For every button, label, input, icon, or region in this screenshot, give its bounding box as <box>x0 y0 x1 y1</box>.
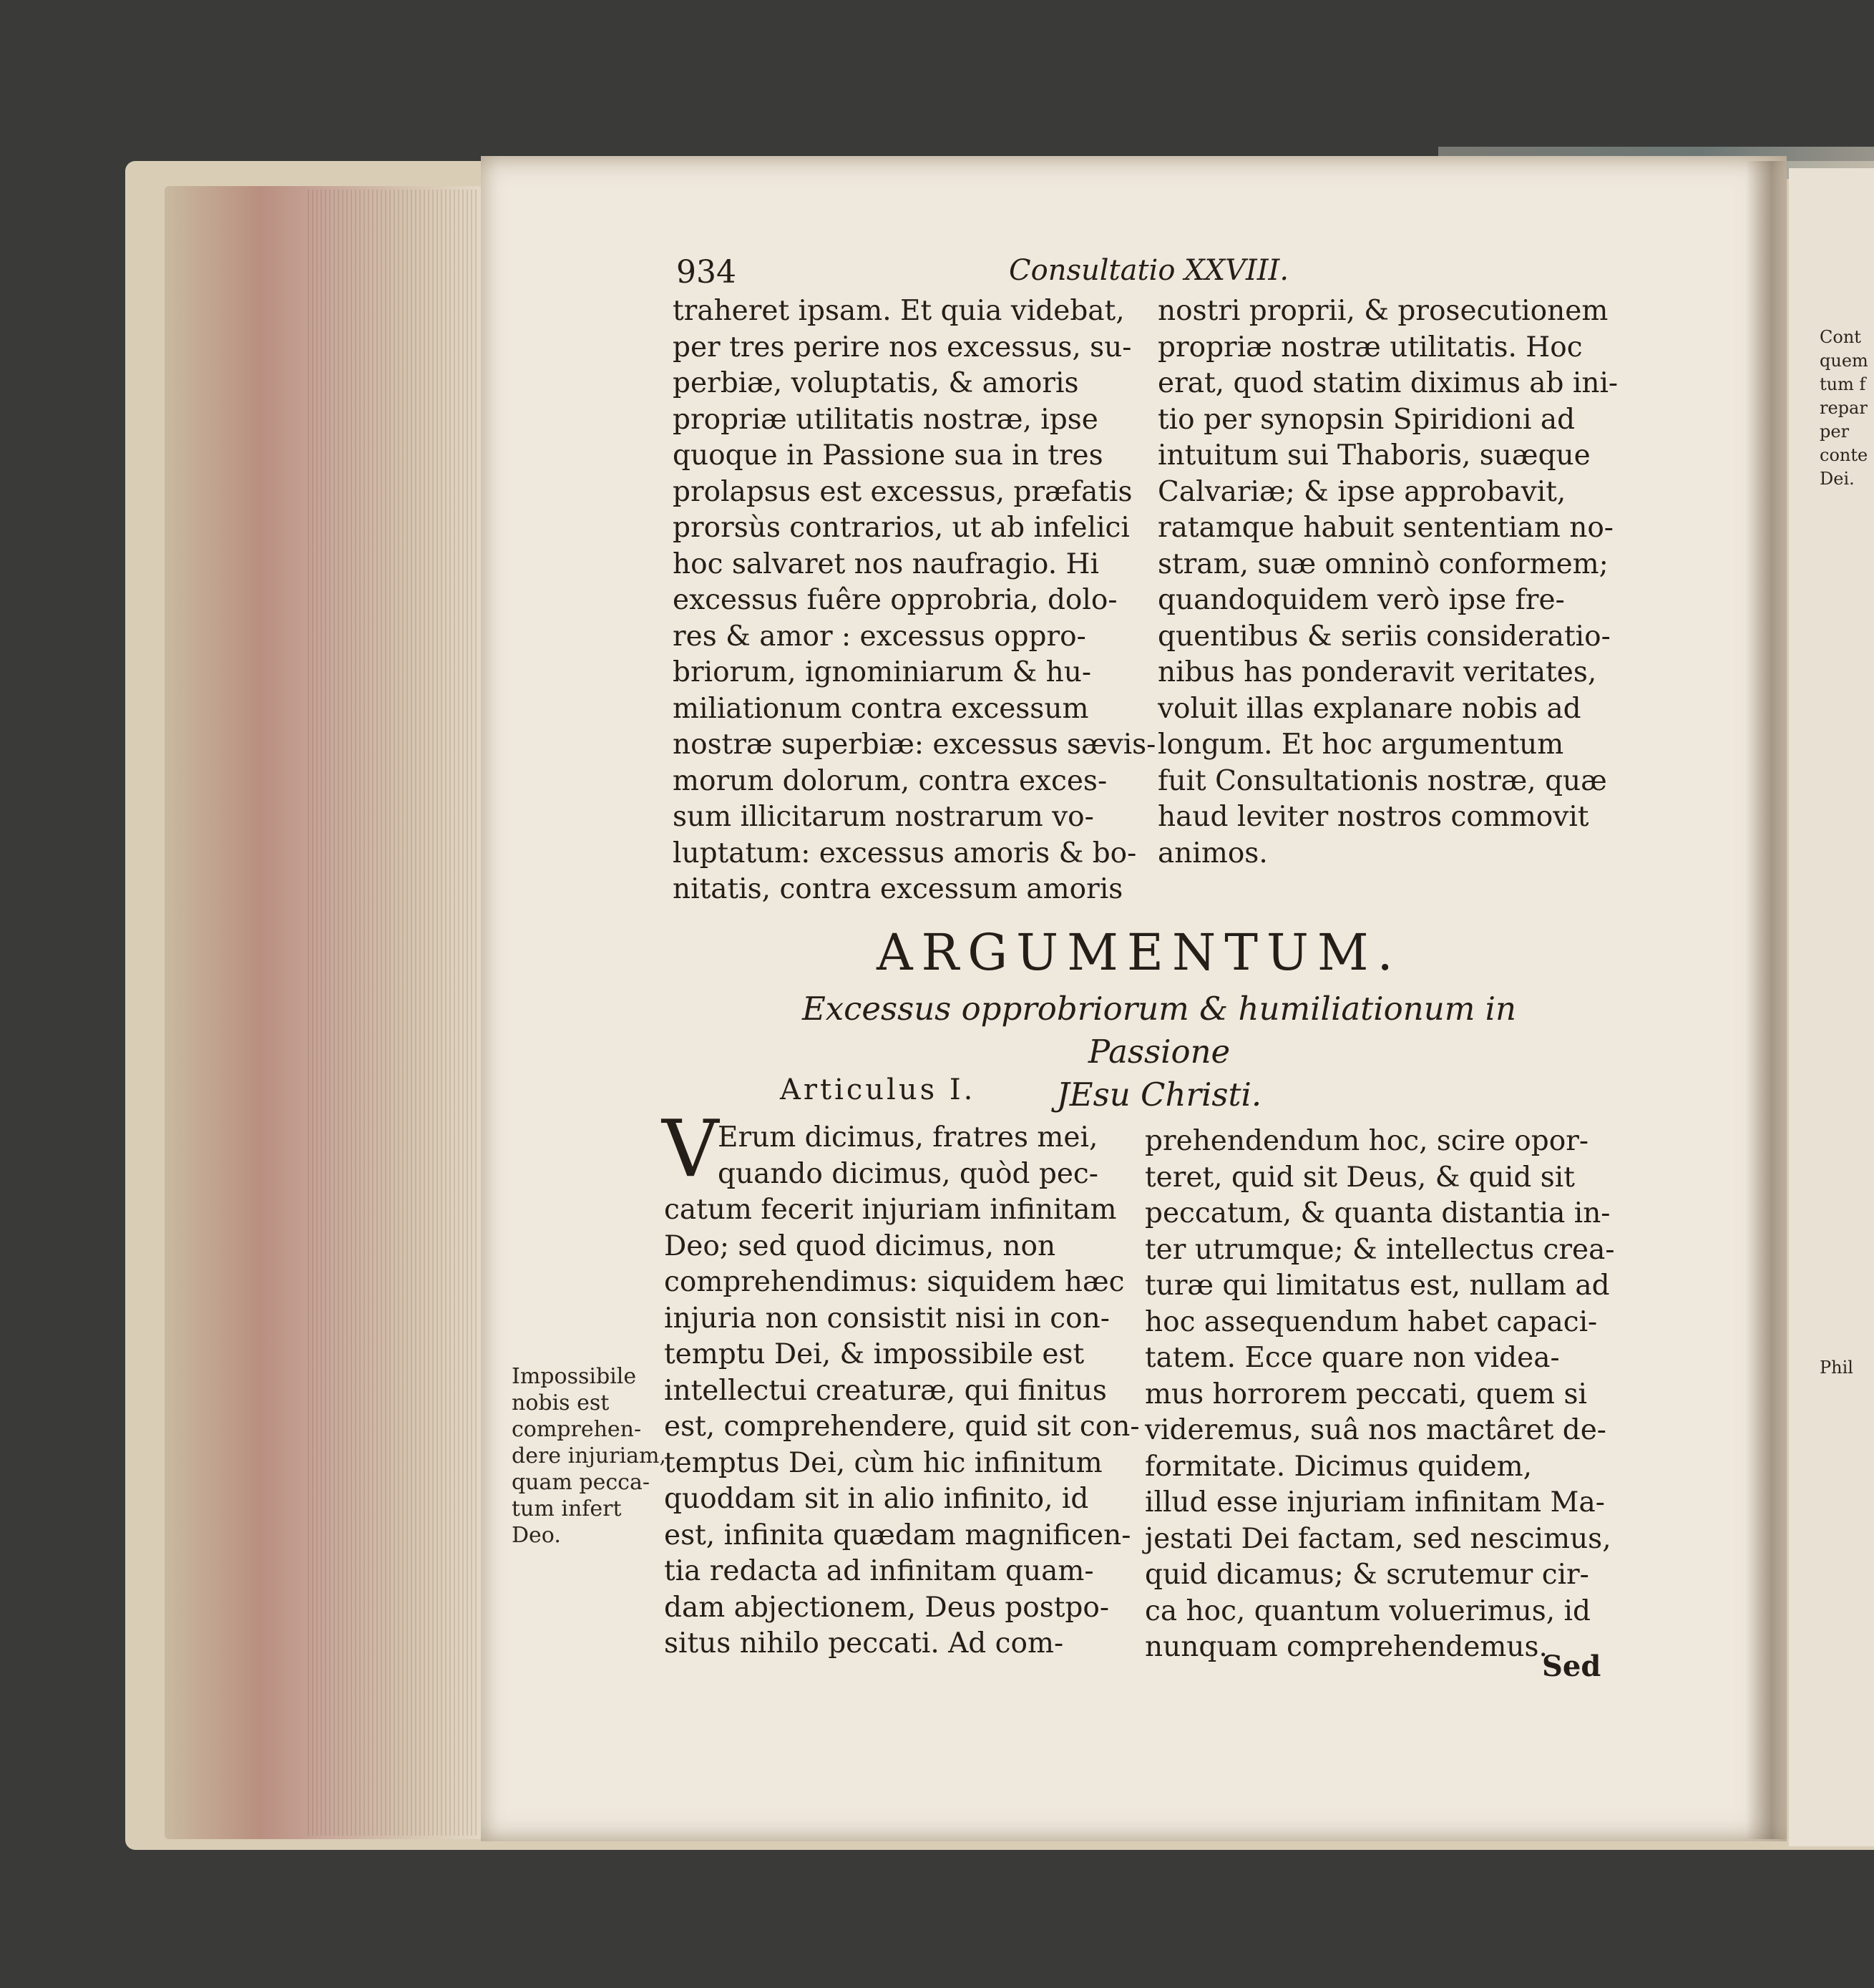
text-line: quoddam sit in alio infinito, id <box>664 1483 1089 1515</box>
article-heading: Articulus I. <box>780 1073 976 1106</box>
text-line: luptatum: excessus amoris & bo- <box>673 837 1137 869</box>
subtitle-line: JEsu Christi. <box>1056 1076 1262 1114</box>
text-line: hoc salvaret nos naufragio. Hi <box>673 547 1099 580</box>
text-line: erat, quod statim diximus ab ini- <box>1158 367 1619 399</box>
section-heading: ARGUMENTUM. <box>877 923 1402 982</box>
drop-capital: V <box>662 1103 719 1194</box>
running-title: Consultatio XXVIII. <box>1009 254 1289 287</box>
top-right-column <box>1158 293 1618 872</box>
text-line: Erum dicimus, fratres mei, <box>718 1121 1098 1154</box>
text-line: traheret ipsam. Et quia videbat, <box>673 295 1125 327</box>
margin-note-line: comprehen- <box>512 1417 642 1442</box>
next-page-line: Phil <box>1820 1358 1853 1378</box>
text-line: dam abjectionem, Deus postpo- <box>664 1591 1110 1624</box>
next-page-line: Cont <box>1820 327 1861 347</box>
text-line: videremus, suâ nos mactâret de- <box>1145 1414 1606 1446</box>
text-line: peccatum, & quanta distantia in- <box>1145 1197 1611 1229</box>
margin-note-line: quam pecca- <box>512 1470 650 1495</box>
text-line: ter utrumque; & intellectus crea- <box>1145 1233 1615 1266</box>
text-line: longum. Et hoc argumentum <box>1158 729 1564 761</box>
text-line: propriæ utilitatis nostræ, ipse <box>673 403 1098 436</box>
text-line: nostri proprii, & prosecutionem <box>1158 295 1609 327</box>
text-line: catum fecerit injuriam infinitam <box>664 1194 1117 1226</box>
text-line: quid dicamus; & scrutemur cir- <box>1145 1559 1589 1591</box>
next-page-line: conte <box>1820 445 1868 465</box>
subtitle-line: Excessus opprobriorum & humiliationum in Passione <box>801 990 1517 1071</box>
text-line: prorsùs contrarios, ut ab infelici <box>673 512 1130 544</box>
text-line: quandoquidem verò ipse fre- <box>1158 584 1565 616</box>
text-line: animos. <box>1158 837 1268 869</box>
text-line: perbiæ, voluptatis, & amoris <box>673 367 1079 399</box>
text-line: haud leviter nostros commovit <box>1158 801 1589 833</box>
next-page-fragment-bottom <box>1820 1356 1853 1380</box>
next-page-line: tum f <box>1820 374 1866 394</box>
text-line: fuit Consultationis nostræ, quæ <box>1158 764 1607 797</box>
text-line: temptu Dei, & impossibile est <box>664 1338 1085 1370</box>
margin-note-line: tum infert <box>512 1496 622 1521</box>
margin-note-line: Deo. <box>512 1523 561 1548</box>
text-line: per tres perire nos excessus, su- <box>673 331 1132 364</box>
text-line: nunquam comprehendemus. <box>1145 1631 1548 1663</box>
text-line: propriæ nostræ utilitatis. Hoc <box>1158 331 1583 364</box>
text-line: hoc assequendum habet capaci- <box>1145 1305 1598 1338</box>
page-gutter <box>1746 161 1789 1839</box>
next-page-line: Dei. <box>1820 469 1855 489</box>
text-line: illud esse injuriam infinitam Ma- <box>1145 1486 1605 1519</box>
margin-note-line: nobis est <box>512 1390 610 1416</box>
text-line: excessus fuêre opprobria, dolo- <box>673 584 1118 616</box>
text-line: prehendendum hoc, scire opor- <box>1145 1125 1589 1157</box>
top-left-column <box>673 293 1156 908</box>
text-line: sum illicitarum nostrarum vo- <box>673 801 1094 833</box>
catchword: Sed <box>1542 1650 1601 1683</box>
text-line: Calvariæ; & ipse approbavit, <box>1158 475 1566 508</box>
bottom-right-column <box>1145 1124 1615 1666</box>
text-line: situs nihilo peccati. Ad com- <box>664 1627 1064 1660</box>
text-line: quentibus & seriis consideratio- <box>1158 620 1611 653</box>
text-line: ratamque habuit sententiam no- <box>1158 512 1614 544</box>
text-line: formitate. Dicimus quidem, <box>1145 1450 1533 1483</box>
text-line: jestati Dei factam, sed nescimus, <box>1145 1522 1611 1555</box>
text-line: temptus Dei, cùm hic infinitum <box>664 1446 1103 1479</box>
text-line: Deo; sed quod dicimus, non <box>664 1229 1056 1262</box>
text-line: mus horrorem peccati, quem si <box>1145 1378 1587 1410</box>
text-line: intellectui creaturæ, qui finitus <box>664 1374 1107 1407</box>
text-line: briorum, ignominiarum & hu- <box>673 656 1092 688</box>
margin-note-line: dere injuriam, <box>512 1443 666 1468</box>
text-line: morum dolorum, contra exces- <box>673 764 1108 797</box>
text-line: teret, quid sit Deus, & quid sit <box>1145 1161 1575 1194</box>
page-number: 934 <box>676 254 736 291</box>
text-line: quoque in Passione sua in tres <box>673 439 1103 472</box>
text-line: stram, suæ omninò conformem; <box>1158 547 1609 580</box>
text-line: voluit illas explanare nobis ad <box>1158 692 1581 725</box>
text-line: tatem. Ecce quare non videa- <box>1145 1342 1560 1374</box>
text-line: nitatis, contra excessum amoris <box>673 873 1123 905</box>
bottom-left-column <box>664 1120 1140 1662</box>
text-line: est, comprehendere, quid sit con- <box>664 1410 1140 1443</box>
margin-note-line: Impossibile <box>512 1364 637 1389</box>
text-line: comprehendimus: siquidem hæc <box>664 1266 1125 1298</box>
text-line: ca hoc, quantum voluerimus, id <box>1145 1594 1591 1627</box>
text-line: turæ qui limitatus est, nullam ad <box>1145 1270 1610 1302</box>
margin-note <box>512 1363 666 1549</box>
text-line: nostræ superbiæ: excessus sævis- <box>673 729 1156 761</box>
text-line: tio per synopsin Spiridioni ad <box>1158 403 1576 436</box>
next-page-margin-note <box>1820 326 1868 491</box>
text-line: tia redacta ad infinitam quam- <box>664 1555 1094 1587</box>
text-line: miliationum contra excessum <box>673 692 1089 725</box>
next-page-line: quem <box>1820 351 1868 371</box>
text-line: prolapsus est excessus, præfatis <box>673 475 1133 508</box>
text-line: quando dicimus, quòd pec- <box>718 1157 1098 1190</box>
text-line: est, infinita quædam magnificen- <box>664 1519 1131 1551</box>
text-line: res & amor : excessus oppro- <box>673 620 1086 653</box>
page-edge-texture <box>308 190 479 1836</box>
next-page-line: repar <box>1820 398 1868 418</box>
text-line: injuria non consistit nisi in con- <box>664 1302 1110 1335</box>
text-line: nibus has ponderavit veritates, <box>1158 656 1597 688</box>
text-line: intuitum sui Thaboris, suæque <box>1158 439 1591 472</box>
next-page-line: per <box>1820 422 1850 442</box>
